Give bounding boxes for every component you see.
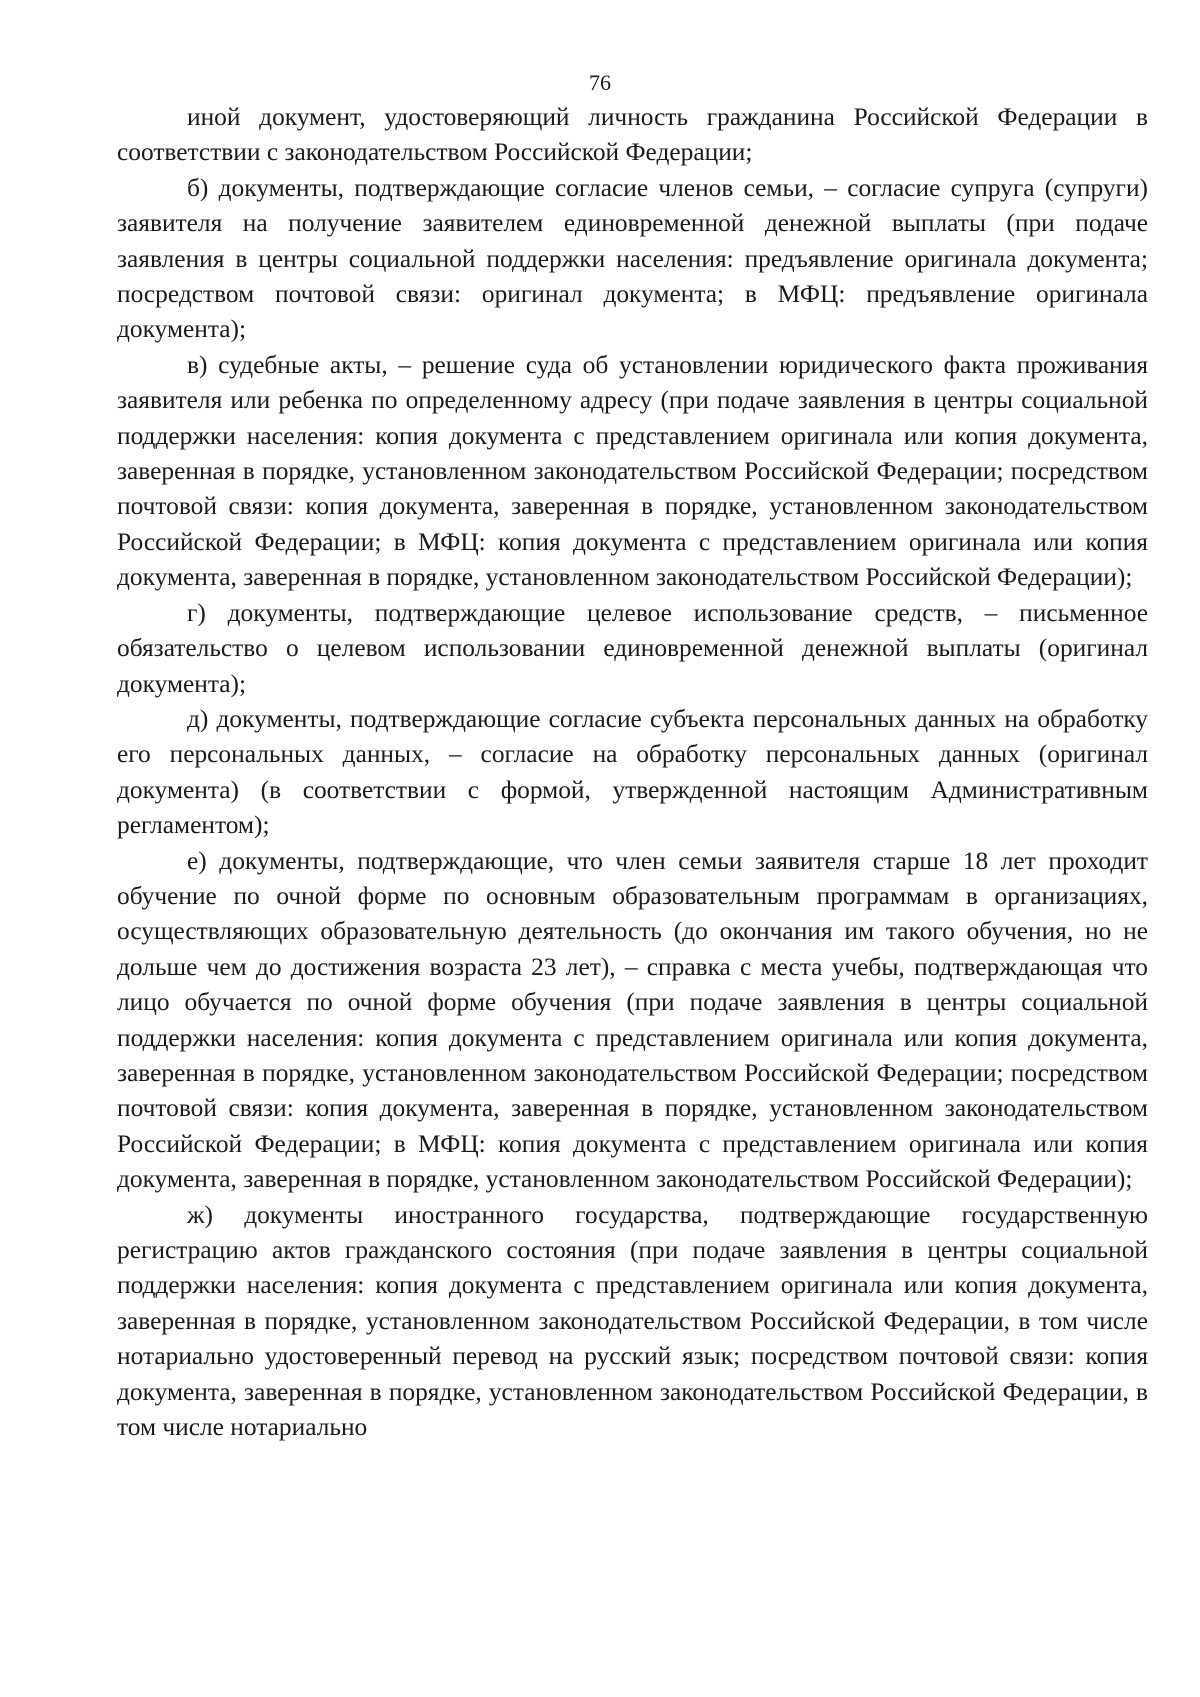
- paragraph-identity-document: иной документ, удостоверяющий личность гражданина Российской Федерации в соответствии с законодательством Российской Федерации;: [117, 103, 1148, 167]
- paragraph-item-e: е) документы, подтверждающие, что член семьи заявителя старше 18 лет проходит обучение по очной форме по основным образовательным программам в организациях, осуществляющих образовательную деятельность (до окончания им такого обучения, но не дольше чем до достижения возраста 23 лет), – справка с места учебы, подтверждающая что лицо обучается по очной форме обучения (при подаче заявления в центры социальной поддержки населения: копия документа с представлением оригинала или копия документа, заверенная в порядке, установленном законодательством Российской Федерации; посредством почтовой связи: копия документа, заверенная в порядке, установленном законодательством Российской Федерации; в МФЦ: копия документа с представлением оригинала или копия документа, заверенная в порядке, установленном законодательством Российской Федерации);: [117, 846, 1148, 1194]
- paragraph-item-d: д) документы, подтверждающие согласие субъекта персональных данных на обработку его персональных данных, – согласие на обработку персональных данных (оригинал документа) (в соответствии с формой, утвержденной настоящим Административным регламентом);: [117, 704, 1148, 840]
- page-number: 76: [589, 70, 611, 95]
- paragraph-item-b: б) документы, подтверждающие согласие членов семьи, – согласие супруга (супруги) заявителя на получение заявителем единовременной денежной выплаты (при подаче заявления в центры социальной поддержки населения: предъявление оригинала документа; посредством почтовой связи: оригинал документа; в МФЦ: предъявление оригинала документа);: [117, 173, 1148, 344]
- document-body: [117, 100, 1148, 1445]
- paragraph-item-zh: ж) документы иностранного государства, подтверждающие государственную регистрацию актов гражданского состояния (при подаче заявления в центры социальной поддержки населения: копия документа с представлением оригинала или копия документа, заверенная в порядке, установленном законодательством Российской Федерации, в том числе нотариально удостоверенный перевод на русский язык; посредством почтовой связи: копия документа, заверенная в порядке, установленном законодательством Российской Федерации, в том числе нотариально: [117, 1200, 1148, 1442]
- paragraph-item-v: в) судебные акты, – решение суда об установлении юридического факта проживания заявителя или ребенка по определенному адресу (при подаче заявления в центры социальной поддержки населения: копия документа с представлением оригинала или копия документа, заверенная в порядке, установленном законодательством Российской Федерации; посредством почтовой связи: копия документа, заверенная в порядке, установленном законодательством Российской Федерации; в МФЦ: копия документа с представлением оригинала или копия документа, заверенная в порядке, установленном законодательством Российской Федерации);: [117, 350, 1148, 592]
- paragraph-item-g: г) документы, подтверждающие целевое использование средств, – письменное обязательство о целевом использовании единовременной денежной выплаты (оригинал документа);: [117, 598, 1148, 698]
